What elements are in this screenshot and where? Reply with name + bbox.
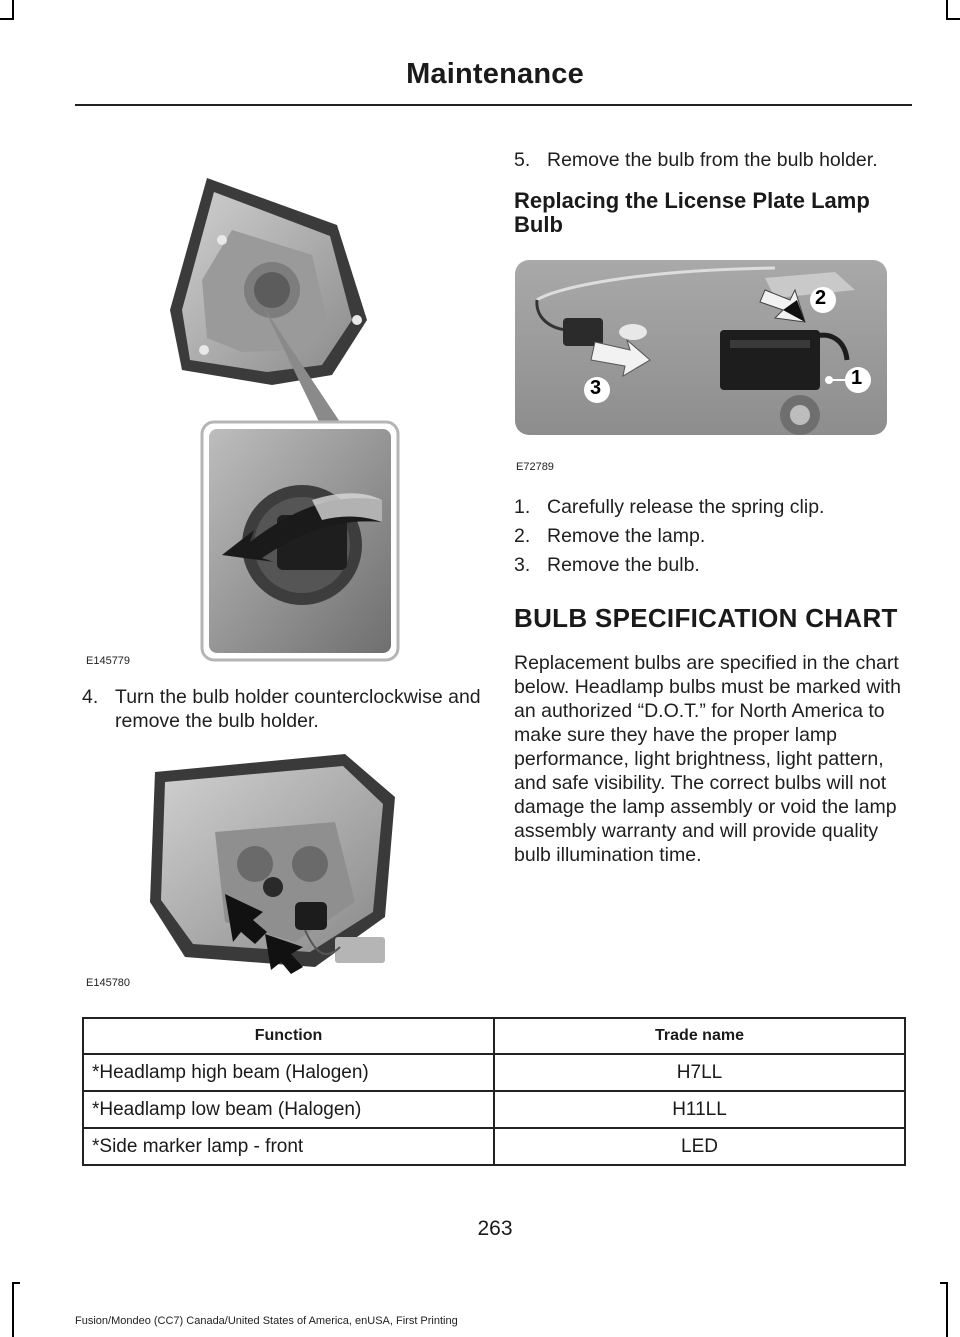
crop-mark: [0, 18, 14, 20]
figure-label: E145779: [86, 655, 131, 667]
step-number: 5.: [514, 149, 531, 171]
footer-text: Fusion/Mondeo (CC7) Canada/United States of America, enUSA, First Printing: [75, 1315, 458, 1327]
trade-name-cell: H7LL: [494, 1054, 905, 1091]
function-cell: *Headlamp high beam (Halogen): [83, 1054, 494, 1091]
callout-2: 2: [815, 287, 827, 309]
crop-mark: [940, 1282, 948, 1284]
page-title: Maintenance: [406, 58, 584, 90]
step-number: 3.: [514, 554, 531, 576]
crop-mark: [12, 1282, 14, 1337]
table-row: [83, 1128, 905, 1165]
bulb-holder-figure: [145, 752, 413, 974]
callout-3: 3: [590, 377, 602, 399]
crop-mark: [12, 1282, 20, 1284]
crop-mark: [946, 18, 960, 20]
step-text: Remove the bulb.: [547, 554, 700, 576]
spec-paragraph: Replacement bulbs are specified in the chart below. Headlamp bulbs must be marked with an authorized “D.O.T.” for North America to make sure they have the proper lamp performance, light brightness, light pattern, and safe visibility. The correct bulbs will not damage the lamp assembly or void the lamp assembly warranty and will provide quality bulb illumination time.: [514, 652, 901, 866]
step-number: 1.: [514, 496, 531, 518]
page-number: 263: [477, 1217, 513, 1240]
step-text: Turn the bulb holder counterclockwise and remove the bulb holder.: [115, 686, 481, 732]
step-text: Remove the bulb from the bulb holder.: [547, 149, 878, 171]
crop-mark: [946, 1282, 948, 1337]
trade-name-cell: LED: [494, 1128, 905, 1165]
table-header-row: [83, 1018, 905, 1054]
figure-label: E72789: [516, 461, 554, 473]
step-text: Carefully release the spring clip.: [547, 496, 825, 518]
table-row: [83, 1054, 905, 1091]
license-lamp-figure: [515, 260, 887, 435]
table-row: [83, 1091, 905, 1128]
section-title: BULB SPECIFICATION CHART: [514, 603, 898, 633]
license-plate-heading: Replacing the License Plate Lamp Bulb: [514, 188, 870, 237]
function-cell: *Headlamp low beam (Halogen): [83, 1091, 494, 1128]
column-header-function: Function: [83, 1018, 494, 1054]
figure-label: E145780: [86, 977, 131, 989]
crop-mark: [12, 0, 14, 20]
tail-lamp-figure: [82, 170, 412, 665]
header-rule: [75, 104, 912, 106]
bulb-spec-table: [82, 1017, 906, 1166]
trade-name-cell: H11LL: [494, 1091, 905, 1128]
crop-mark: [946, 0, 948, 20]
step-number: 4.: [82, 686, 99, 708]
step-number: 2.: [514, 525, 531, 547]
column-header-trade-name: Trade name: [494, 1018, 905, 1054]
callout-1: 1: [851, 367, 863, 389]
step-text: Remove the lamp.: [547, 525, 706, 547]
function-cell: *Side marker lamp - front: [83, 1128, 494, 1165]
